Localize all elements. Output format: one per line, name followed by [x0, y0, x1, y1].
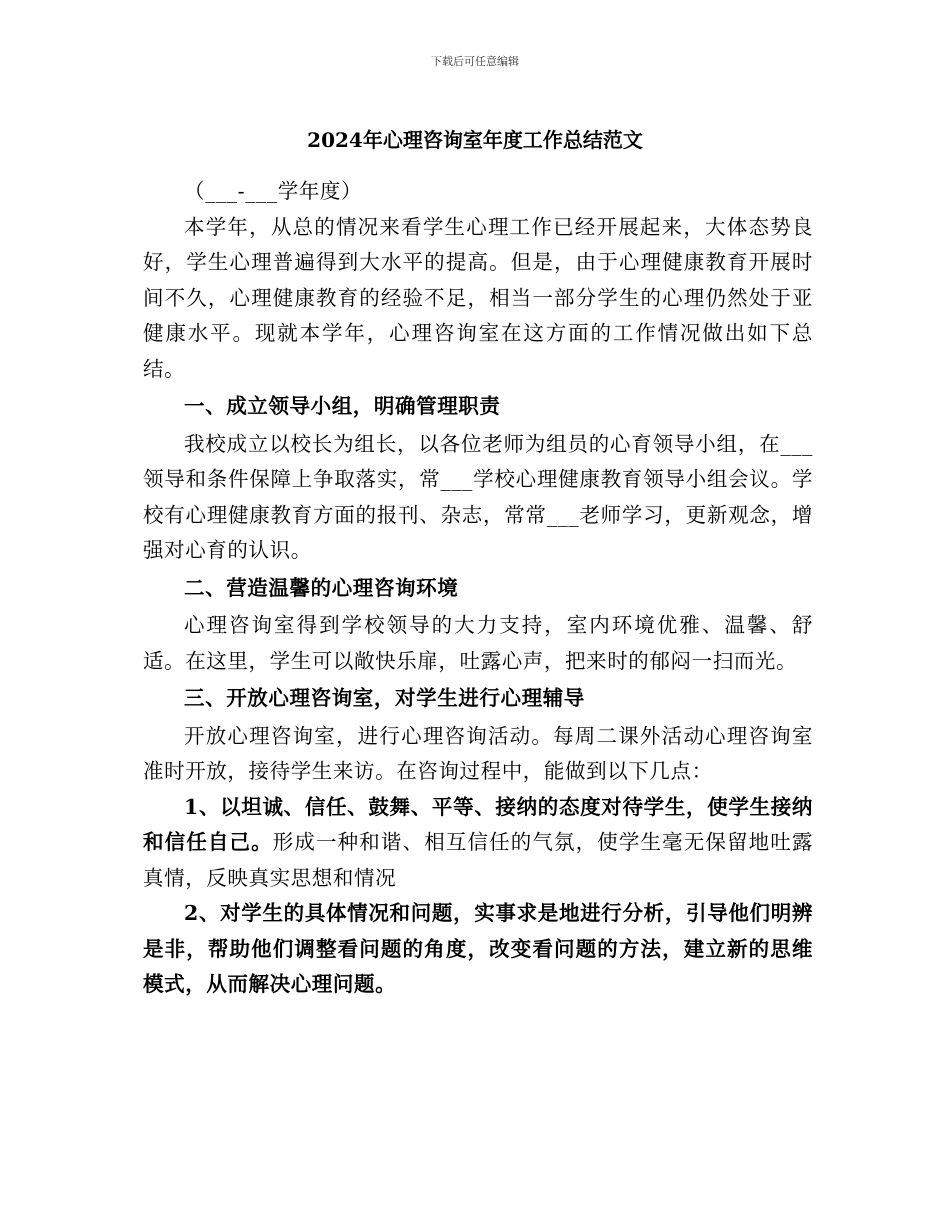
section-1-heading: 一、成立领导小组，明确管理职责 — [184, 394, 501, 418]
section-3-item-1-lead: 1、以坦诚、信任、鼓舞、平等、接纳的态度对待学生，使学生接纳和信任自己。 — [143, 794, 813, 854]
document-title: 2024年心理咨询室年度工作总结范文 — [307, 128, 643, 152]
section-2-heading: 二、营造温馨的心理咨询环境 — [184, 575, 459, 600]
section-3-body: 开放心理咨询室，进行心理咨询活动。每周二课外活动心理咨询室准时开放，接待学生来访。在咨询过程中，能做到以下几点： — [143, 723, 813, 783]
school-year-line: （___-___学年度） — [184, 179, 363, 203]
header-note: 下载后可任意编辑 — [431, 55, 519, 68]
section-1-body: 我校成立以校长为组长，以各位老师为组员的心育领导小组，在___领导和条件保障上争取落实，常___学校心理健康教育领导小组会议。学校有心理健康教育方面的报刊、杂志，常常___老师学习，更新观念，增强对心育的认识。 — [143, 431, 813, 562]
section-3-item-1-rest: 形成一种和谐、相互信任的气氛，使学生毫无保留地吐露真情，反映真实思想和情况 — [143, 830, 813, 890]
section-2-body: 心理咨询室得到学校领导的大力支持，室内环境优雅、温馨、舒适。在这里，学生可以敞快乐扉，吐露心声，把来时的郁闷一扫而光。 — [143, 613, 813, 673]
section-3-heading: 三、开放心理咨询室，对学生进行心理辅导 — [184, 686, 585, 710]
document-body — [143, 174, 813, 1003]
section-3-item-2: 2、对学生的具体情况和问题，实事求是地进行分析，引导他们明辨是非，帮助他们调整看问题的角度，改变看问题的方法，建立新的思维模式，从而解决心理问题。 — [143, 901, 813, 996]
section-3-item-1 — [143, 790, 813, 897]
intro-paragraph: 本学年，从总的情况来看学生心理工作已经开展起来，大体态势良好，学生心理普遍得到大水平的提高。但是，由于心理健康教育开展时间不久，心理健康教育的经验不足，相当一部分学生的心理仍然处于亚健康水平。现就本学年，心理咨询室在这方面的工作情况做出如下总结。 — [143, 214, 813, 381]
